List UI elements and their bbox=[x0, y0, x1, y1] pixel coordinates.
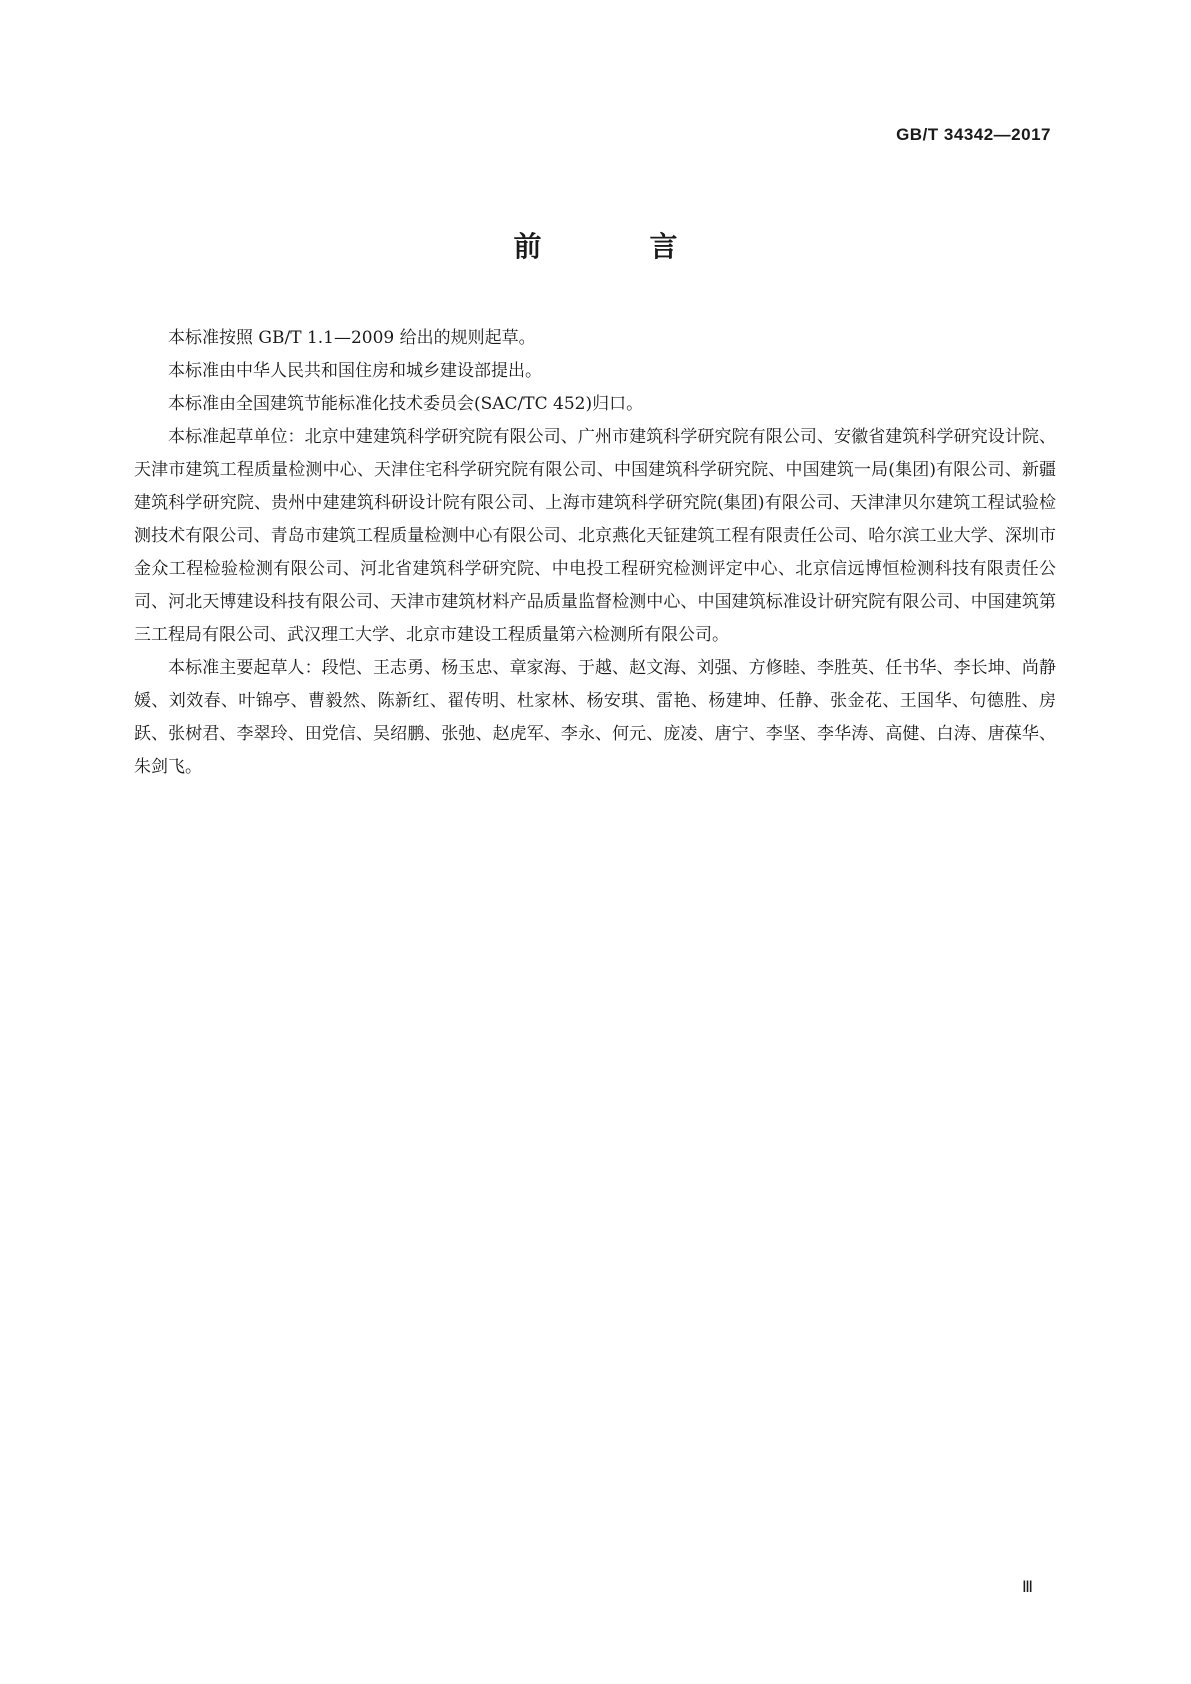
paragraph-drafting-rules: 本标准按照 GB/T 1.1—2009 给出的规则起草。 bbox=[168, 328, 536, 348]
foreword-body bbox=[134, 322, 1056, 784]
paragraph-drafting-units: 本标准起草单位：北京中建建筑科学研究院有限公司、广州市建筑科学研究院有限公司、安徽省建筑科学研究设计院、天津市建筑工程质量检测中心、天津住宅科学研究院有限公司、中国建筑科学研究院、中国建筑一局(集团)有限公司、新疆建筑科学研究院、贵州中建建筑科研设计院有限公司、上海市建筑科学研究院(集团)有限公司、天津津贝尔建筑工程试验检测技术有限公司、青岛市建筑工程质量检测中心有限公司、北京燕化天钲建筑工程有限责任公司、哈尔滨工业大学、深圳市金众工程检验检测有限公司、河北省建筑科学研究院、中电投工程研究检测评定中心、北京信远博恒检测科技有限责任公司、河北天博建设科技有限公司、天津市建筑材料产品质量监督检测中心、中国建筑标准设计研究院有限公司、中国建筑第三工程局有限公司、武汉理工大学、北京市建设工程质量第六检测所有限公司。 bbox=[134, 427, 1056, 645]
page-title: 前 言 bbox=[513, 230, 718, 263]
page-number: Ⅲ bbox=[1021, 1579, 1033, 1596]
paragraph-proposer: 本标准由中华人民共和国住房和城乡建设部提出。 bbox=[168, 361, 542, 381]
paragraph-administration: 本标准由全国建筑节能标准化技术委员会(SAC/TC 452)归口。 bbox=[168, 394, 644, 414]
standard-code: GB/T 34342—2017 bbox=[896, 125, 1051, 144]
paragraph-drafters: 本标准主要起草人：段恺、王志勇、杨玉忠、章家海、于越、赵文海、刘强、方修睦、李胜英、任书华、李长坤、尚静媛、刘效春、叶锦亭、曹毅然、陈新红、翟传明、杜家林、杨安琪、雷艳、杨建坤、任静、张金花、王国华、句德胜、房跃、张树君、李翠玲、田党信、吴绍鹏、张弛、赵虎军、李永、何元、庞凌、唐宁、李坚、李华涛、高健、白涛、唐葆华、朱剑飞。 bbox=[134, 658, 1056, 777]
